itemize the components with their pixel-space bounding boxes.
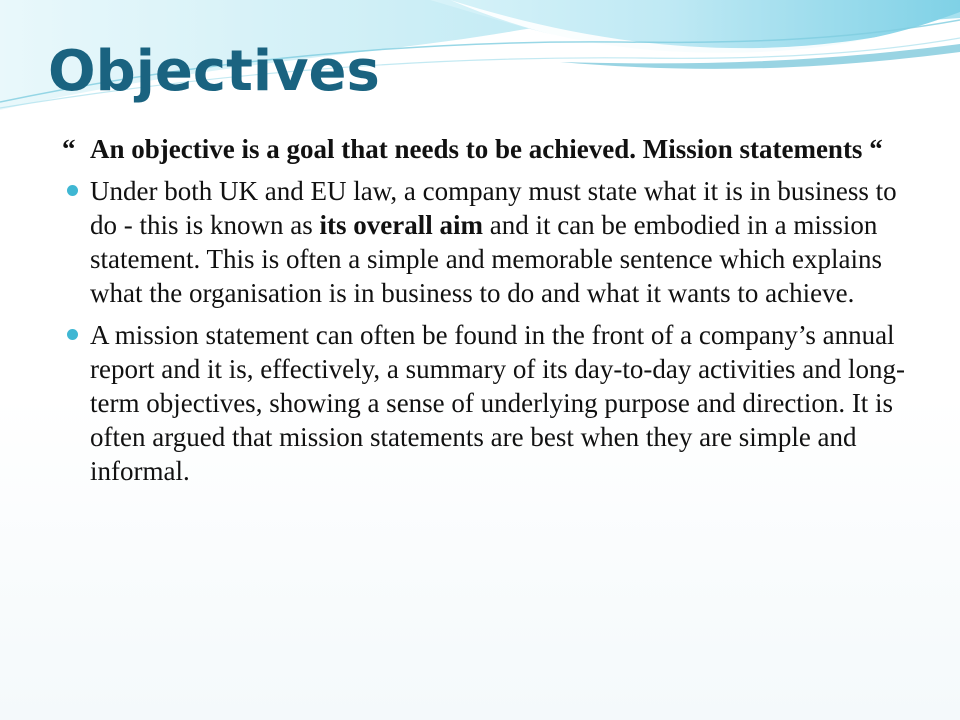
quote-line xyxy=(62,132,922,166)
bullet-text-bold: its overall aim xyxy=(319,210,483,240)
page-title: Objectives xyxy=(48,39,380,104)
slide-body xyxy=(62,132,922,496)
list-item xyxy=(62,318,922,488)
bullet-text-after: and it can be embodied in a mission statement. This is often a simple and memorable sentence which explains what the organisation is in business to do and what it wants to achieve. xyxy=(90,210,883,308)
bullet-dot-icon xyxy=(67,329,78,340)
bullet-list xyxy=(62,174,922,488)
list-item xyxy=(62,174,922,310)
bullet-text-before: Under both UK and EU law, a company must state what it is in business to do - this is known as xyxy=(90,176,897,240)
bullet-text: A mission statement can often be found in the front of a company’s annual report and it is, effectively, a summary of its day-to-day activities and long-term objectives, showing a sense of underlying purpose and direction. It is often argued that mission statements are best when they are simple and informal. xyxy=(90,320,906,486)
quote-open-mark: “ xyxy=(62,134,76,164)
bullet-dot-icon xyxy=(67,185,78,196)
quote-text: An objective is a goal that needs to be achieved. Mission statements “ xyxy=(90,134,883,164)
